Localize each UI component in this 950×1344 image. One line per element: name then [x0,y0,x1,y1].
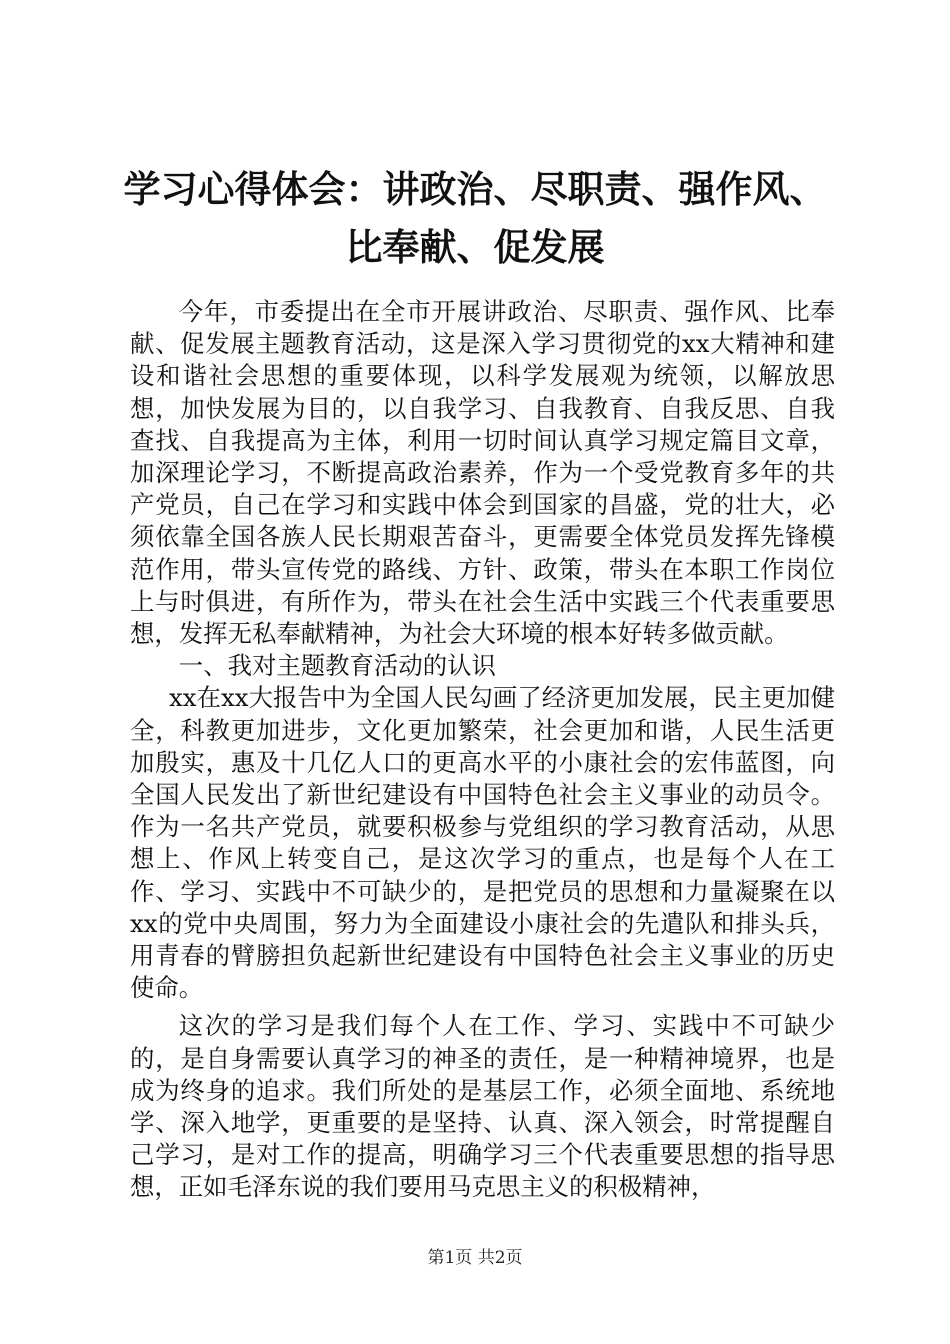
paragraph-intro: 今年，市委提出在全市开展讲政治、尽职责、强作风、比奉献、促发展主题教育活动，这是深入学习贯彻党的xx大精神和建设和谐社会思想的重要体现，以科学发展观为统领，以解放思想，加快发展为目的，以自我学习、自我教育、自我反思、自我查找、自我提高为主体，利用一切时间认真学习规定篇目文章，加深理论学习，不断提高政治素养，作为一个受党教育多年的共产党员，自己在学习和实践中体会到国家的昌盛，党的壮大，必须依靠全国各族人民长期艰苦奋斗，更需要全体党员发挥先锋模范作用，带头宣传党的路线、方针、政策，带头在本职工作岗位上与时俱进，有所作为，带头在社会生活中实践三个代表重要思想，发挥无私奉献精神，为社会大环境的根本好转多做贡献。 [130,297,835,649]
page-number-footer: 第1页 共2页 [427,1248,523,1268]
document-title: 学习心得体会：讲政治、尽职责、强作风、比奉献、促发展 [123,167,827,269]
document-body [130,296,835,1204]
paragraph-study: 这次的学习是我们每个人在工作、学习、实践中不可缺少的，是自身需要认真学习的神圣的责任，是一种精神境界，也是成为终身的追求。我们所处的是基层工作，必须全面地、系统地学、深入地学，更重要的是坚持、认真、深入领会，时常提醒自己学习，是对工作的提高，明确学习三个代表重要思想的指导思想，正如毛泽东说的我们要用马克思主义的积极精神， [130,1011,835,1202]
section-heading: 一、我对主题教育活动的认识 [178,651,496,681]
paragraph-report: xx在xx大报告中为全国人民勾画了经济更加发展，民主更加健全，科教更加进步，文化更加繁荣，社会更加和谐，人民生活更加殷实，惠及十几亿人口的更高水平的小康社会的宏伟蓝图，向全国人民发出了新世纪建设有中国特色社会主义事业的动员令。作为一名共产党员，就要积极参与党组织的学习教育活动，从思想上、作风上转变自己，是这次学习的重点，也是每个人在工作、学习、实践中不可缺少的，是把党员的思想和力量凝聚在以xx的党中央周围，努力为全面建设小康社会的先遣队和排头兵，用青春的臂膀担负起新世纪建设有中国特色社会主义事业的历史使命。 [130,683,835,1003]
